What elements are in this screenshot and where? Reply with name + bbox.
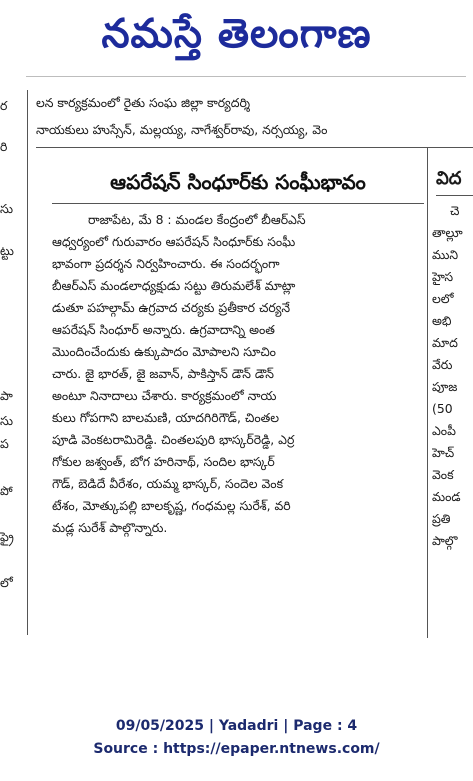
left-fragment-line: ప xyxy=(0,436,9,451)
left-fragment-line: సు xyxy=(0,201,13,216)
footer-date-line: 09/05/2025 | Yadadri | Page : 4 xyxy=(115,718,358,734)
right-fragment-heading: విద xyxy=(436,168,462,189)
left-fragment-line: ట్టు xyxy=(0,243,14,258)
masthead-title: నమస్తే తెలంగాణ xyxy=(101,11,372,57)
right-fragment-line: లలో xyxy=(432,291,454,306)
column-divider-right xyxy=(427,148,428,638)
left-fragment-line: పో xyxy=(0,483,13,498)
column-divider-left xyxy=(27,90,28,635)
masthead-divider xyxy=(26,76,466,77)
top-article-divider xyxy=(36,147,473,148)
article-line: పూడి వెంకటరామిరెడ్డి. చింతలపురి భాస్కర్‌రెడ్డి, ఎర్ర xyxy=(52,432,295,447)
left-fragment-line: సు xyxy=(0,413,13,428)
article-headline: ఆపరేషన్ సింధూర్‌కు సంఘీభావం xyxy=(110,170,366,194)
right-fragment-line: ఎంపీ xyxy=(432,423,456,438)
right-fragment-line: మండ xyxy=(432,489,461,504)
top-article-line: నాయకులు హుస్సేన్, మల్లయ్య, నాగేశ్వర్‌రావు, నర్సయ్య, వెం xyxy=(36,122,328,137)
right-fragment-line: చె xyxy=(450,203,460,218)
article-line: టేశం, మోత్కుపల్లి బాలకృష్ణ, గంధమల్ల సురేశ్, వరి xyxy=(52,498,291,513)
article-line: కులు గోపగాని బాలమణి, యాదగిరిగౌడ్, చింతల xyxy=(52,410,280,425)
article-line: మొందించేందుకు ఉక్కుపాదం మోపాలని సూచిం xyxy=(52,344,276,359)
article-line: డుతూ పహల్గామ్ ఉగ్రవాద చర్యకు ప్రతీకార చర్యనే xyxy=(52,300,291,315)
right-fragment-line: హైస xyxy=(432,269,454,284)
article-line: అంటూ నినాదాలు చేశారు. కార్యక్రమంలో నాయ xyxy=(52,388,277,403)
right-fragment-line: ముని xyxy=(432,247,459,262)
footer-source-link[interactable]: Source : https://epaper.ntnews.com/ xyxy=(93,741,380,757)
right-fragment-line: అభి xyxy=(432,313,452,328)
top-article-line: లన కార్యక్రమంలో రైతు సంఘ జిల్లా కార్యదర్శి xyxy=(36,95,251,110)
article-line: బీఆర్ఎస్ మండలాధ్యక్షుడు సట్టు తిరుమలేశ్ మాట్లా xyxy=(52,278,296,293)
right-fragment-line: మాద xyxy=(432,335,458,350)
left-fragment-line: రి xyxy=(0,139,8,154)
article-line: ఆపరేషన్ సింధూర్ అన్నారు. ఉగ్రవాదాన్ని అంత xyxy=(52,322,275,337)
right-fragment-line: పాల్గొ xyxy=(432,533,458,548)
right-fragment-line: వెంక xyxy=(432,467,454,482)
article-line: చారు. జై భారత్, జై జవాన్, పాకిస్తాన్ డౌన్ డౌన్ xyxy=(52,366,275,381)
headline-underline xyxy=(52,203,424,204)
article-line: భావంగా ప్రదర్శన నిర్వహించారు. ఈ సందర్భంగా xyxy=(52,256,280,271)
article-line: గోకుల జశ్వంత్, బోగ హరినాథ్, సందిల భాస్కర్ xyxy=(52,454,275,469)
right-fragment-line: (50 xyxy=(432,401,453,416)
right-fragment-line: పూజ xyxy=(432,379,458,394)
right-fragment-line: తాల్లూ xyxy=(432,225,463,240)
article-line: మడ్ల సురేశ్ పాల్గొన్నారు. xyxy=(52,520,168,535)
right-fragment-line: ప్రతి xyxy=(432,511,451,526)
article-line: రాజాపేట, మే 8 : మండల కేంద్రంలో బీఆర్ఎస్ xyxy=(88,212,306,227)
left-fragment-line: ర xyxy=(0,98,8,113)
left-fragment-line: లో xyxy=(0,575,13,590)
masthead-logo xyxy=(0,0,473,78)
right-fragment-line: వేరు xyxy=(432,357,453,372)
left-fragment-line: ఫ్రై xyxy=(0,529,14,544)
article-line: గౌడ్, బెడిదే వీరేశం, యమ్మ భాస్కర్, సందెల వెంక xyxy=(52,476,284,491)
article-line: ఆధ్వర్యంలో గురువారం ఆపరేషన్ సింధూర్‌కు సంఘీ xyxy=(52,234,296,249)
right-fragment-line: హెచ్ xyxy=(432,445,455,460)
right-heading-underline xyxy=(436,195,473,196)
left-fragment-line: పా xyxy=(0,388,13,403)
